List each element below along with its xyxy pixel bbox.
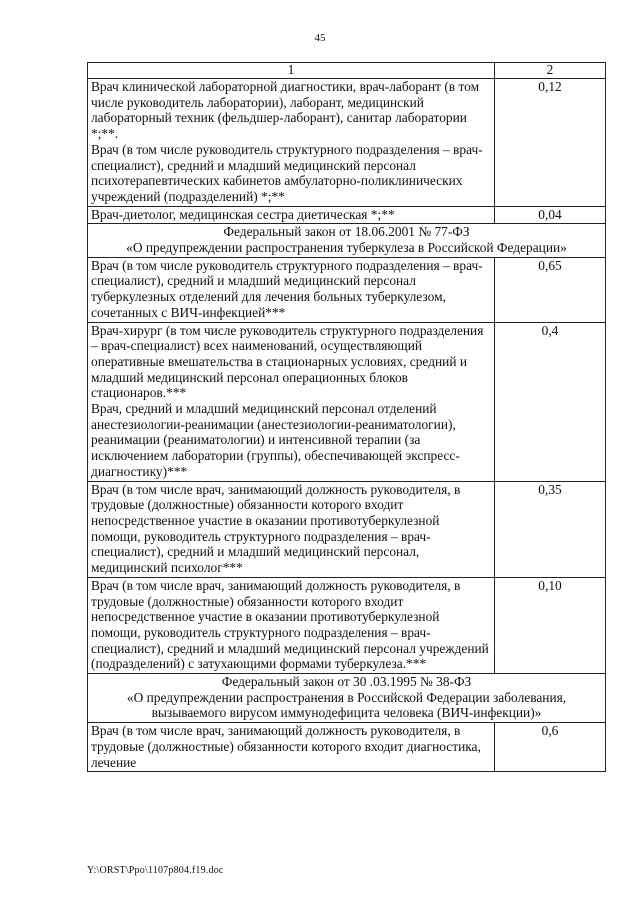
- description-paragraph: Врач клинической лабораторной диагностики, врач-лаборант (в том числе руководитель лаборатории), лаборант, медицинский лабораторный техник (фельдшер-лаборант), санитар лаборатории *;**.: [91, 79, 480, 142]
- description-paragraph: Врач (в том числе руководитель структурного подразделения – врач-специалист), средний и младший медицинский персонал психотерапевтических кабинетов амбулаторно-поликлинических учреждений (подразделений) *;**: [91, 141, 483, 204]
- law-heading: [88, 674, 606, 723]
- position-description: [88, 577, 495, 673]
- coefficient-value: 0,35: [495, 481, 606, 577]
- position-description: [88, 481, 495, 577]
- table-row: [88, 723, 606, 772]
- description-paragraph: Врач (в том числе врач, занимающий должность руководителя, в трудовые (должностные) обязанности которого входит диагностика, лечение: [91, 723, 481, 770]
- law-heading-row: [88, 224, 606, 257]
- column-header-1: 1: [88, 63, 495, 79]
- description-paragraph: Врач (в том числе врач, занимающий должность руководителя, в трудовые (должностные) обязанности которого входит непосредственное участие в оказании противотуберкулезной помощи, руководитель структурного подразделения – врач-специалист), средний и младший медицинский персонал, медицинский психолог***: [91, 481, 461, 576]
- table-row: [88, 481, 606, 577]
- coefficient-value: 0,04: [495, 206, 606, 224]
- coefficient-value: 0,12: [495, 79, 606, 207]
- law-name: «О предупреждении распространения туберкулеза в Российской Федерации»: [126, 240, 567, 256]
- law-name: «О предупреждении распространения в Российской Федерации заболевания, вызываемого вирусом иммунодефицита человека (ВИЧ-инфекции)»: [126, 689, 567, 721]
- law-heading-row: [88, 674, 606, 723]
- coefficient-value: 0,10: [495, 577, 606, 673]
- description-paragraph: Врач-хирург (в том числе руководитель структурного подразделения – врач-специалист) всех наименований, осуществляющий оперативные вмешательства в стационарных условиях, средний и младший медицинский персонал операционных блоков стационаров.***: [91, 322, 484, 401]
- position-description: [88, 257, 495, 322]
- table-row: [88, 79, 606, 207]
- description-paragraph: Врач (в том числе врач, занимающий должность руководителя, в трудовые (должностные) обязанности которого входит непосредственное участие в оказании противотуберкулезной помощи, руководитель структурного подразделения – врач-специалист), средний и младший медицинский персонал учреждений (подразделений) с затухающими формами туберкулеза.***: [91, 577, 489, 672]
- position-description: [88, 206, 495, 224]
- table-row: [88, 206, 606, 224]
- description-paragraph: Врач (в том числе руководитель структурного подразделения – врач-специалист), средний и младший медицинский персонал туберкулезных отделений для лечения больных туберкулезом, сочетанных с ВИЧ-инфекцией***: [91, 257, 483, 320]
- table-row: [88, 322, 606, 481]
- coefficient-table: [87, 62, 606, 772]
- position-description: [88, 79, 495, 207]
- law-title: Федеральный закон от 30 .03.1995 № 38-ФЗ: [221, 674, 472, 690]
- file-path-footer: Y:\ORST\Ppo\1107p804.f19.doc: [87, 865, 224, 876]
- law-title: Федеральный закон от 18.06.2001 № 77-ФЗ: [223, 224, 470, 240]
- table-row: [88, 257, 606, 322]
- coefficient-value: 0,65: [495, 257, 606, 322]
- coefficient-value: 0,4: [495, 322, 606, 481]
- coefficient-value: 0,6: [495, 723, 606, 772]
- law-heading: [88, 224, 606, 257]
- position-description: [88, 723, 495, 772]
- column-header-2: 2: [495, 63, 606, 79]
- description-paragraph: Врач-диетолог, медицинская сестра диетическая *;**: [91, 206, 395, 222]
- position-description: [88, 322, 495, 481]
- page-number: 45: [314, 32, 326, 44]
- table-row: [88, 577, 606, 673]
- description-paragraph: Врач, средний и младший медицинский персонал отделений анестезиологии-реанимации (анестезиологии-реаниматологии), реанимации (реаниматологии) и интенсивной терапии (за исключением лаборатории (группы), обеспечивающей экспресс-диагностику)***: [91, 401, 460, 479]
- table-header-row: [88, 63, 606, 79]
